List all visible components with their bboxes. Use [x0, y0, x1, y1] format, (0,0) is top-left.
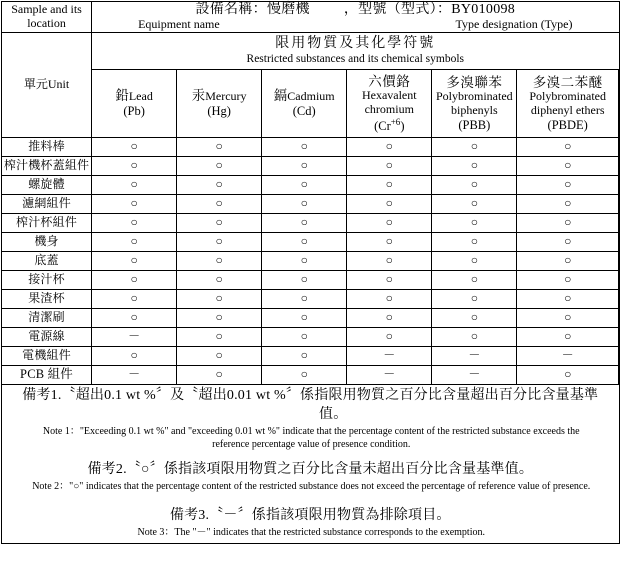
restricted-header-en: Restricted substances and its chemical symbols	[246, 52, 465, 65]
table-row	[2, 137, 620, 156]
cell-mark: －	[432, 365, 517, 384]
row-label: 螺旋體	[2, 175, 92, 194]
cell-mark: ○	[432, 270, 517, 289]
row-label: 電機組件	[2, 346, 92, 365]
cell-mark: ○	[262, 232, 347, 251]
cell-mark: ○	[517, 194, 619, 213]
equipment-type-en: Type designation (Type)	[455, 17, 573, 32]
cell-mark: －	[347, 346, 432, 365]
cell-mark: ○	[432, 289, 517, 308]
column-header-pbb-symbol: (PBB)	[458, 117, 491, 132]
row-label: 電源線	[2, 327, 92, 346]
cell-mark: ○	[517, 327, 619, 346]
column-header-pbb-cn: 多溴聯苯	[446, 74, 503, 90]
cell-mark: ○	[177, 308, 262, 327]
cell-mark: ○	[347, 194, 432, 213]
table-row	[2, 232, 620, 251]
cell-mark: ○	[517, 308, 619, 327]
notes-cell	[2, 384, 620, 543]
table-row	[2, 327, 620, 346]
cell-mark: ○	[177, 232, 262, 251]
cell-mark: ○	[262, 346, 347, 365]
row-label-text: PCB 組件	[20, 367, 73, 382]
row-label: 底蓋	[2, 251, 92, 270]
equipment-names-cn	[92, 2, 618, 18]
cell-mark: ○	[432, 175, 517, 194]
note-1-cn-line1: 備考1.〝超出0.1 wt %〞及〝超出0.01 wt %〞係指限用物質之百分比含量超出百分比含量基準	[22, 388, 599, 404]
table-row	[2, 270, 620, 289]
column-header-pbb	[432, 70, 517, 138]
row-label: 清潔刷	[2, 308, 92, 327]
cell-mark: ○	[92, 289, 177, 308]
cell-mark: －	[92, 327, 177, 346]
note-1-cn-line2: 值。	[319, 407, 348, 422]
cell-mark: ○	[262, 251, 347, 270]
cell-mark: ○	[262, 327, 347, 346]
cell-mark: ○	[92, 175, 177, 194]
column-header-mercury-symbol: (Hg)	[207, 104, 231, 119]
restricted-substances-header-cell	[92, 32, 619, 69]
cell-mark: ○	[92, 156, 177, 175]
column-header-cadmium-name: 鎘Cadmium	[273, 88, 335, 104]
cell-mark: ○	[432, 213, 517, 232]
note-3	[2, 507, 619, 539]
cell-mark: ○	[517, 213, 619, 232]
note-1-en-line1: Note 1："Exceeding 0.1 wt %" and "exceeding 0.01 wt %" indicate that the percentage content of the restricted substance exceeds the	[42, 425, 580, 437]
note-2	[2, 461, 619, 493]
cell-mark: ○	[262, 365, 347, 384]
table-row	[2, 289, 620, 308]
column-header-lead	[92, 70, 177, 138]
cell-mark: ○	[92, 194, 177, 213]
row-label: 濾網組件	[2, 194, 92, 213]
cell-mark: ○	[432, 137, 517, 156]
table-row	[2, 194, 620, 213]
restricted-header-cn: 限用物質及其化學符號	[275, 36, 436, 52]
cell-mark: ○	[517, 156, 619, 175]
column-header-pbb-en: Polybrominated biphenyls	[436, 89, 513, 118]
column-header-chromium-cn: 六價鉻	[368, 73, 411, 89]
cell-mark: ○	[517, 365, 619, 384]
cell-mark: ○	[177, 175, 262, 194]
table-row	[2, 346, 620, 365]
note-2-cn: 備考2.〝○〞係指該項限用物質之百分比含量未超出百分比含量基準值。	[87, 461, 534, 477]
cell-mark: ○	[177, 327, 262, 346]
row-label: 接汁杯	[2, 270, 92, 289]
column-header-hexavalent-chromium	[347, 70, 432, 138]
cell-mark: ○	[92, 308, 177, 327]
row-label: 榨汁杯組件	[2, 213, 92, 232]
row-label: 果渣杯	[2, 289, 92, 308]
table-row	[2, 365, 620, 384]
cell-mark: －	[347, 365, 432, 384]
equipment-name-en: Equipment name	[138, 17, 220, 32]
cell-mark: －	[517, 346, 619, 365]
cell-mark: ○	[347, 270, 432, 289]
cell-mark: ○	[517, 270, 619, 289]
column-header-mercury-name: 汞Mercury	[191, 88, 247, 104]
equipment-header-row	[2, 2, 620, 33]
cell-mark: ○	[432, 156, 517, 175]
restricted-substances-header-row	[2, 32, 620, 69]
equipment-type-cn: ，型號（型式）：BY010098	[343, 2, 516, 17]
equipment-name-cn: 設備名稱：慢磨機	[195, 2, 310, 17]
equipment-info-cell	[92, 2, 619, 33]
table-row	[2, 308, 620, 327]
note-3-cn: 備考3.〝－〞係指該項限用物質為排除項目。	[169, 507, 451, 523]
cell-mark: ○	[262, 270, 347, 289]
cell-mark: ○	[262, 213, 347, 232]
cell-mark: －	[432, 346, 517, 365]
cell-mark: ○	[262, 137, 347, 156]
cell-mark: ○	[432, 308, 517, 327]
cell-mark: ○	[347, 308, 432, 327]
note-1-en-line2: reference percentage value of presence condition.	[212, 438, 411, 450]
table-row	[2, 213, 620, 232]
column-header-cadmium-symbol: (Cd)	[292, 104, 316, 119]
cell-mark: ○	[92, 213, 177, 232]
note-3-en: Note 3：The "－" indicates that the restricted substance corresponds to the exemption.	[137, 526, 485, 538]
cell-mark: ○	[177, 346, 262, 365]
cell-mark: ○	[347, 232, 432, 251]
column-header-pbde-symbol: (PBDE)	[547, 117, 588, 132]
cell-mark: ○	[517, 232, 619, 251]
row-label: 機身	[2, 232, 92, 251]
equipment-names-en	[92, 18, 618, 32]
cell-mark: ○	[347, 251, 432, 270]
cell-mark: ○	[432, 194, 517, 213]
cell-mark: －	[92, 365, 177, 384]
cell-mark: ○	[177, 156, 262, 175]
cell-mark: ○	[92, 270, 177, 289]
cell-mark: ○	[347, 175, 432, 194]
cell-mark: ○	[177, 194, 262, 213]
cell-mark: ○	[92, 232, 177, 251]
cell-mark: ○	[432, 232, 517, 251]
cell-mark: ○	[517, 175, 619, 194]
cell-mark: ○	[262, 156, 347, 175]
cell-mark: ○	[177, 365, 262, 384]
column-header-chromium-symbol: $(Cr^{+6})$	[374, 116, 405, 133]
cell-mark: ○	[177, 213, 262, 232]
table-row	[2, 175, 620, 194]
column-header-lead-name: 鉛Lead	[115, 88, 153, 104]
cell-mark: ○	[262, 308, 347, 327]
sample-location-label: Sample and its location	[2, 2, 92, 33]
cell-mark: ○	[262, 194, 347, 213]
row-label: 推料棒	[2, 137, 92, 156]
cell-mark: ○	[347, 137, 432, 156]
column-header-pbde-cn: 多溴二苯醚	[532, 74, 603, 90]
rohs-table	[1, 1, 620, 544]
cell-mark: ○	[177, 251, 262, 270]
note-2-en: Note 2："○" indicates that the percentage content of the restricted substance does not exceed the percentage of reference value of presence.	[32, 480, 591, 492]
cell-mark: ○	[517, 289, 619, 308]
notes-row	[2, 384, 620, 543]
cell-mark: ○	[177, 137, 262, 156]
row-label	[2, 365, 92, 384]
cell-mark: ○	[347, 213, 432, 232]
rohs-table-body	[2, 2, 620, 544]
substance-column-header-row	[2, 70, 620, 138]
column-header-cadmium	[262, 70, 347, 138]
cell-mark: ○	[517, 137, 619, 156]
cell-mark: ○	[517, 251, 619, 270]
row-label: 榨汁機杯蓋組件	[2, 156, 92, 175]
cell-mark: ○	[432, 251, 517, 270]
column-header-mercury	[177, 70, 262, 138]
unit-header-cell: 單元Unit	[2, 32, 92, 137]
column-header-chromium-en: Hexavalent chromium	[361, 88, 417, 117]
note-1	[2, 387, 619, 451]
cell-mark: ○	[432, 327, 517, 346]
cell-mark: ○	[92, 251, 177, 270]
table-row	[2, 156, 620, 175]
cell-mark: ○	[262, 289, 347, 308]
cell-mark: ○	[177, 270, 262, 289]
column-header-lead-symbol: (Pb)	[123, 104, 145, 119]
cell-mark: ○	[347, 156, 432, 175]
column-header-pbde	[517, 70, 619, 138]
cell-mark: ○	[92, 346, 177, 365]
cell-mark: ○	[177, 289, 262, 308]
cell-mark: ○	[347, 327, 432, 346]
cell-mark: ○	[92, 137, 177, 156]
table-row	[2, 251, 620, 270]
column-header-pbde-en: Polybrominated diphenyl ethers	[529, 89, 607, 118]
cell-mark: ○	[347, 289, 432, 308]
cell-mark: ○	[262, 175, 347, 194]
